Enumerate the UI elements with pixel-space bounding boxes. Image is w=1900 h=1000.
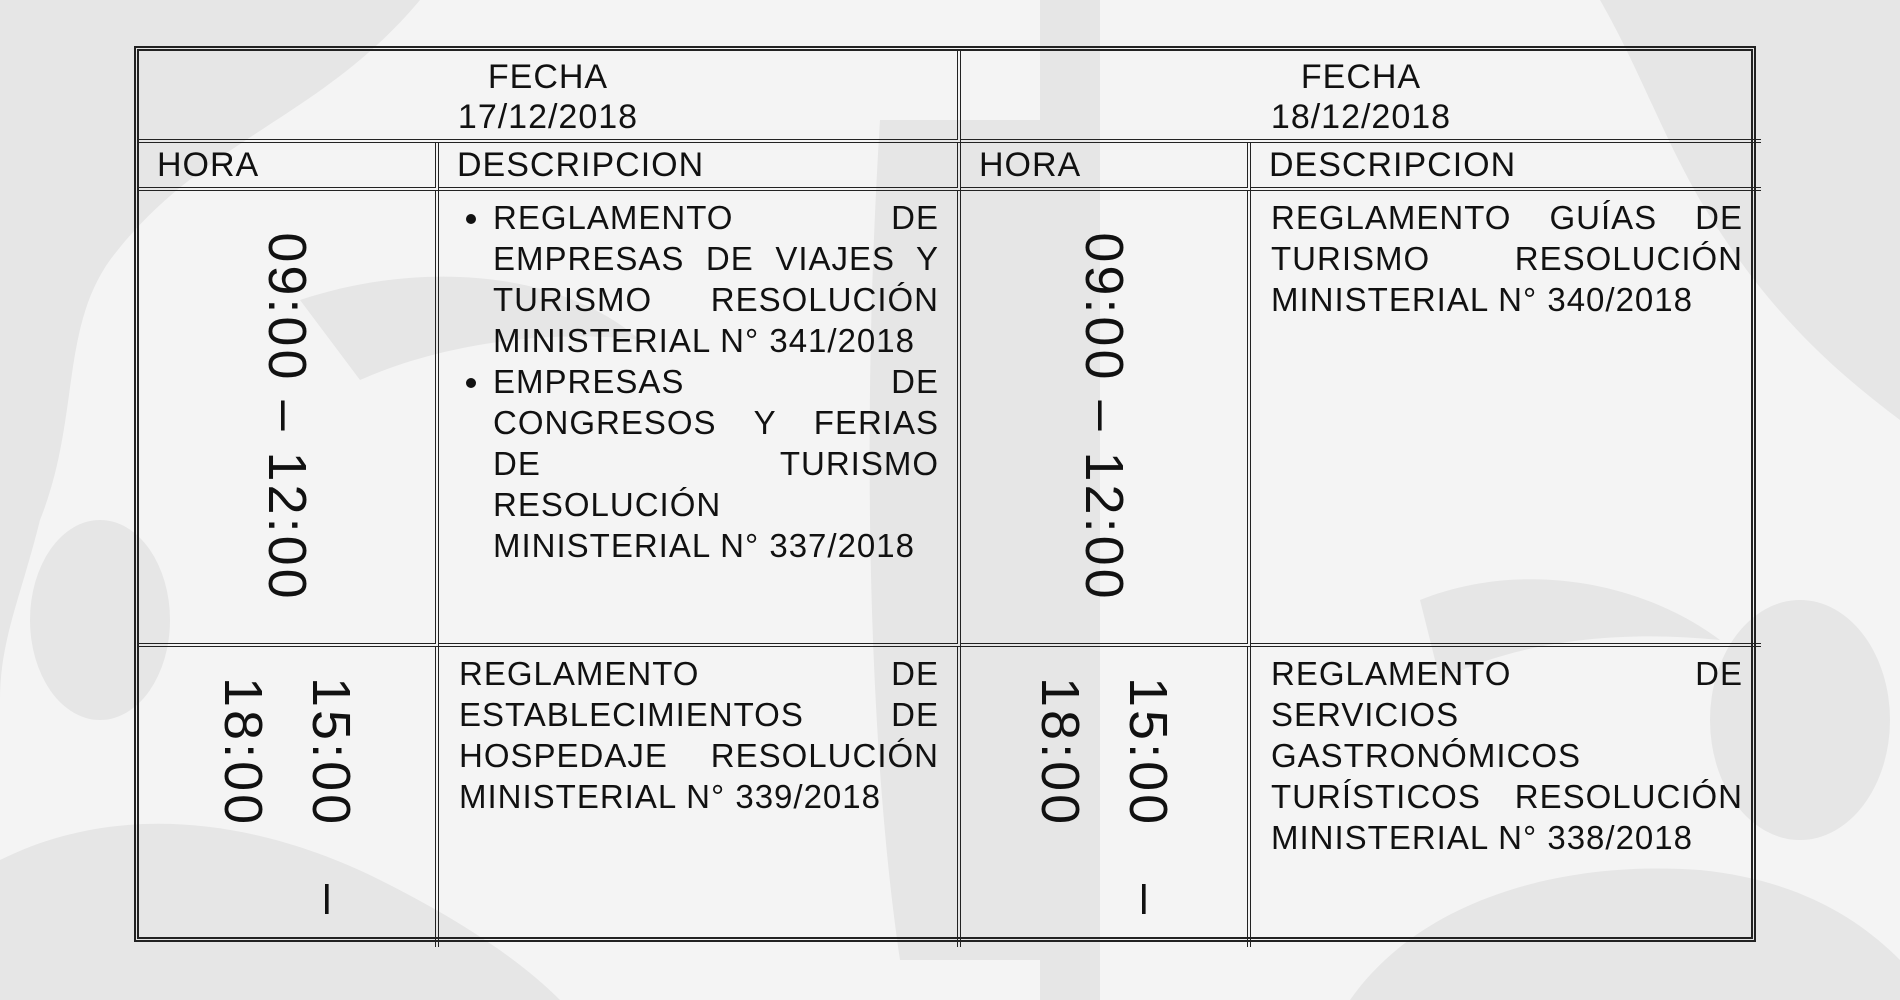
afternoon-description-cell bbox=[439, 647, 961, 947]
date-header-day1 bbox=[139, 51, 961, 143]
schedule-table bbox=[134, 46, 1756, 942]
morning-description: REGLAMENTO GUÍAS DE TURISMO RESOLUCIÓN MINISTERIAL N° 340/2018 bbox=[1271, 199, 1743, 318]
fecha-label: FECHA bbox=[1300, 58, 1422, 96]
afternoon-time: 15:00 – 18:00 bbox=[213, 677, 361, 917]
date-value: 18/12/2018 bbox=[1270, 98, 1452, 136]
afternoon-time-cell bbox=[139, 647, 439, 947]
hora-header: HORA bbox=[961, 143, 1251, 191]
date-header-day2 bbox=[961, 51, 1761, 143]
morning-time: 09:00 – 12:00 bbox=[1074, 232, 1134, 602]
afternoon-time-cell bbox=[961, 647, 1251, 947]
date-value: 17/12/2018 bbox=[457, 98, 639, 136]
morning-description-cell bbox=[1251, 191, 1761, 647]
hora-header: HORA bbox=[139, 143, 439, 191]
morning-time-cell bbox=[139, 191, 439, 647]
afternoon-time: 15:00 – 18:00 bbox=[1030, 677, 1178, 917]
descripcion-header: DESCRIPCION bbox=[1251, 143, 1761, 191]
morning-item-list bbox=[459, 197, 939, 566]
morning-time: 09:00 – 12:00 bbox=[257, 232, 317, 602]
descripcion-header: DESCRIPCION bbox=[439, 143, 961, 191]
afternoon-description: REGLAMENTO DE SERVICIOS GASTRONÓMICOS TURÍSTICOS RESOLUCIÓN MINISTERIAL N° 338/2018 bbox=[1271, 655, 1743, 856]
list-item: • REGLAMENTO DE EMPRESAS DE VIAJES Y TURISMO RESOLUCIÓN MINISTERIAL N° 341/2018 bbox=[493, 197, 939, 361]
list-item: • EMPRESAS DE CONGRESOS Y FERIAS DE TURISMO RESOLUCIÓN MINISTERIAL N° 337/2018 bbox=[493, 361, 939, 566]
fecha-label: FECHA bbox=[487, 58, 609, 96]
afternoon-description: REGLAMENTO DE ESTABLECIMIENTOS DE HOSPEDAJE RESOLUCIÓN MINISTERIAL N° 339/2018 bbox=[459, 655, 939, 815]
morning-time-cell bbox=[961, 191, 1251, 647]
morning-description-cell bbox=[439, 191, 961, 647]
afternoon-description-cell bbox=[1251, 647, 1761, 947]
